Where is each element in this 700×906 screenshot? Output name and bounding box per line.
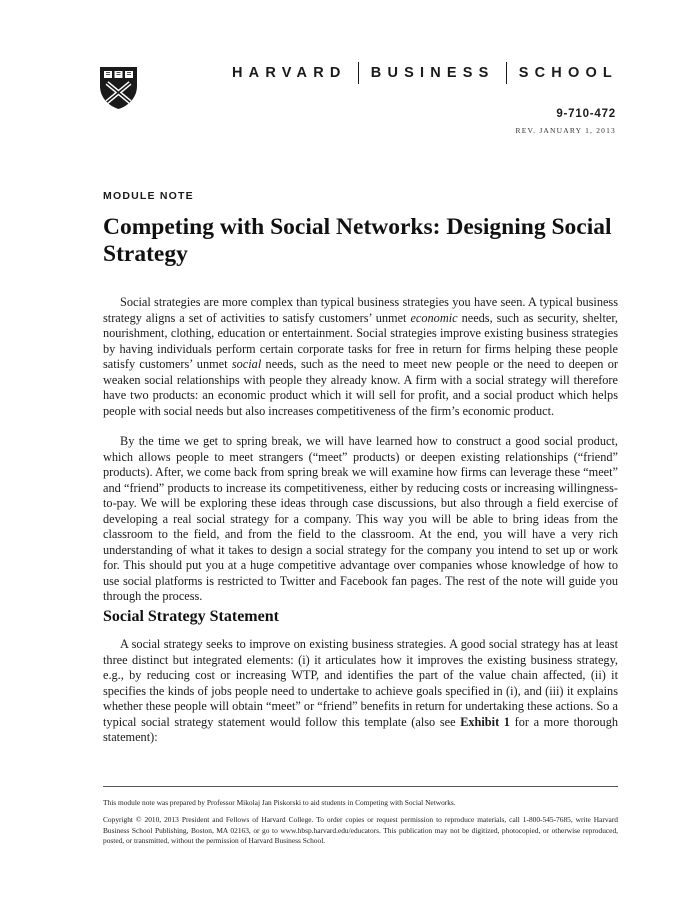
module-label: MODULE NOTE bbox=[103, 190, 194, 202]
document-title: Competing with Social Networks: Designing Social Strategy bbox=[103, 214, 612, 267]
school-name-divider bbox=[358, 62, 359, 84]
paragraph-intro-part-b: needs, such as security, shelter, nourishment, clothing, education or entertainment. Social strategies improve existing business strategies by having individuals perform certain corporate tasks for free in return for firms helping these people satisfy customers’ unmet bbox=[103, 310, 618, 371]
section-heading: Social Strategy Statement bbox=[103, 608, 279, 625]
paragraph-course-plan bbox=[103, 434, 618, 605]
school-name bbox=[232, 62, 618, 84]
paragraph-strategy-part-b: for a more thorough statement): bbox=[103, 714, 618, 744]
harvard-shield-icon bbox=[99, 66, 138, 110]
paragraph-strategy-statement bbox=[103, 637, 618, 746]
paragraph-strategy-part-a: A social strategy seeks to improve on existing business strategies. A good social strategy has at least three distinct but integrated elements: (i) it articulates how it improves the existing business strategy, e.g., by reducing cost or increasing WTP, and identifies the part of the value chain affected, (ii) it specifies the kinds of jobs people need to undertake to achieve goals specified in (i), and (iii) it explains whether these people will obtain “meet” or “friend” benefits in return for undertaking these actions. So a typical social strategy statement would follow this template (also see bbox=[103, 637, 618, 729]
document-number: 9-710-472 bbox=[556, 108, 616, 120]
paragraph-intro-part-c: needs, such as the need to meet new people or the need to deepen or weaken social relationships with people they already know. A firm with a social strategy will therefore have two products: an economic product which it will sell for profit, and a social product which helps people with social needs but also increases competitiveness of the firm’s economic product. bbox=[103, 357, 618, 418]
paragraph-course-plan-text: By the time we get to spring break, we will have learned how to construct a good social product, which allows people to meet strangers (“meet” products) or deepen existing relationships (“friend” products). After, we come back from spring break we will examine how firms can leverage these “meet” and “friend” products to increase its competitiveness, either by reducing costs or increasing willingness-to-pay. We will be exploring these ideas through case discussions, but also through a field exercise of developing a real social strategy for a company. This way you will be able to bring ideas from the classroom to the field, and from the field to the classroom. At the end, you will have a very rich understanding of what it takes to design a social strategy for the company you intend to set up or work for. This should put you at a huge competitive advantage over companies whose knowledge of how to use social platforms is restricted to Twitter and Facebook fan pages. The rest of the note will guide you through the process. bbox=[103, 434, 618, 603]
paragraph-intro-emphasis-social: social bbox=[231, 357, 262, 371]
footer-prepared-by: This module note was prepared by Professor Mikolaj Jan Piskorski to aid students in Competing with Social Networks. bbox=[103, 798, 456, 807]
paragraph-intro-part-a: Social strategies are more complex than typical business strategies you have seen. A typical business strategy aligns a set of activities to satisfy customers’ unmet bbox=[103, 295, 618, 325]
exhibit-reference: Exhibit 1 bbox=[460, 714, 510, 729]
footer-divider bbox=[103, 786, 618, 787]
revision-date: REV. JANUARY 1, 2013 bbox=[515, 126, 616, 135]
paragraph-intro bbox=[103, 295, 618, 419]
school-name-divider bbox=[506, 62, 507, 84]
school-name-school: SCHOOL bbox=[518, 65, 618, 81]
school-name-business: BUSINESS bbox=[370, 65, 495, 81]
school-name-harvard: HARVARD bbox=[232, 65, 347, 81]
paragraph-intro-emphasis-economic: economic bbox=[410, 310, 458, 325]
footer-copyright: Copyright © 2010, 2013 President and Fellows of Harvard College. To order copies or request permission to reproduce materials, call 1-800-545-7685, write Harvard Business School Publishing, Boston, MA 02163, or go to www.hbsp.harvard.edu/educators. This publication may not be digitized, photocopied, or otherwise reproduced, posted, or transmitted, without the permission of Harvard Business School. bbox=[103, 815, 618, 845]
